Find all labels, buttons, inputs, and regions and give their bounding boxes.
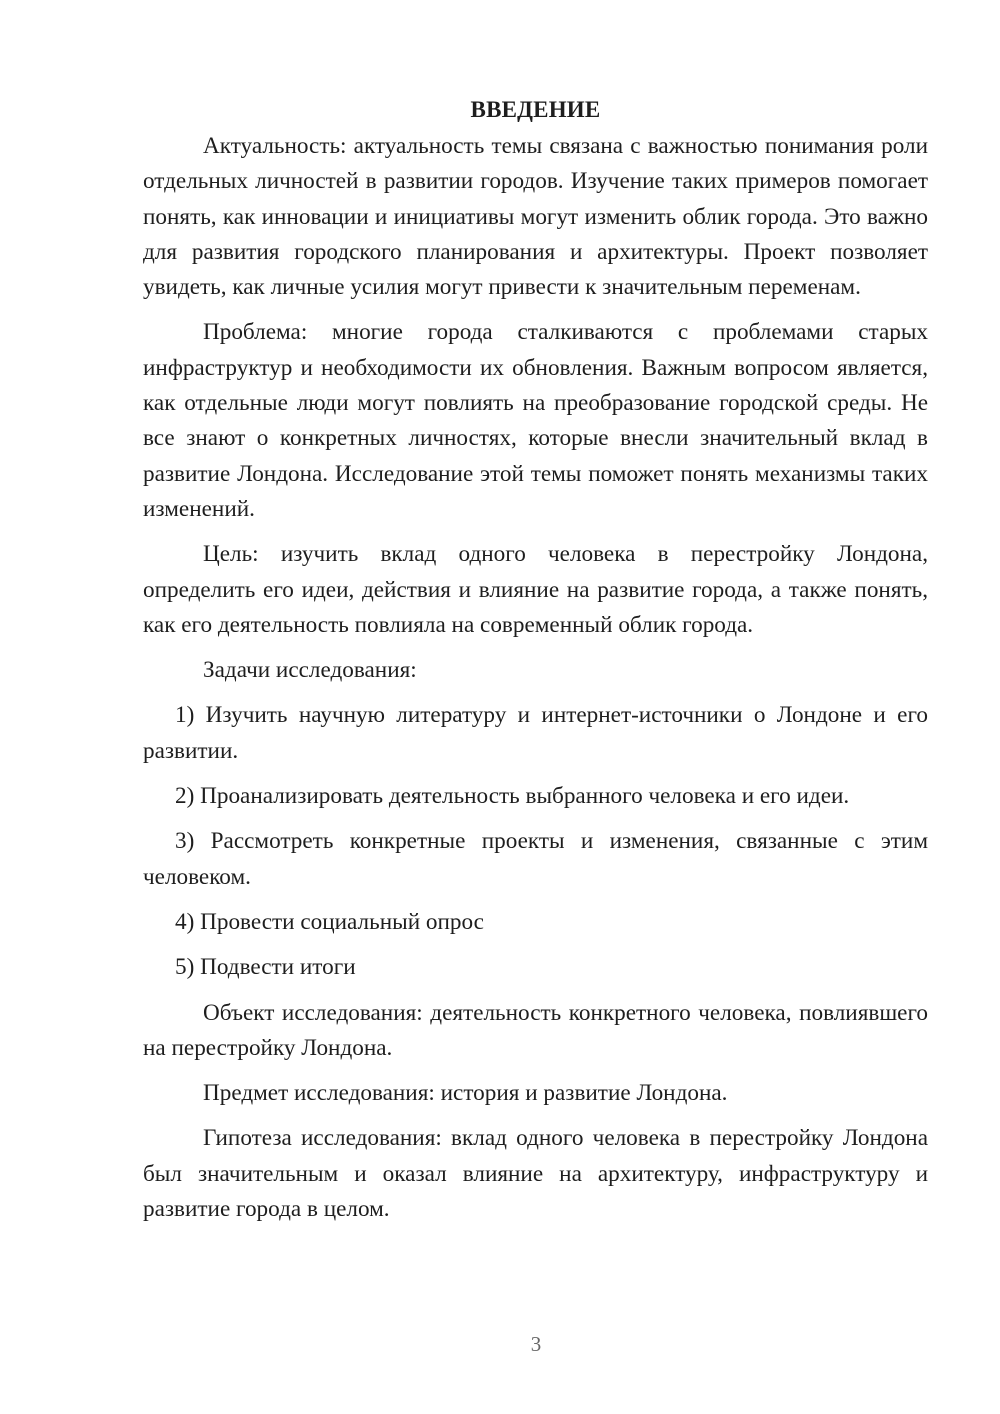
paragraph-problem: Проблема: многие города сталкиваются с проблемами старых инфраструктур и необходимости их обновления. Важным вопросом является, как отдельные люди могут повлиять на преобразование городской среды. Не все знают о конкретных личностях, которые внесли значительный вклад в развитие Лондона. Исследование этой темы поможет понять механизмы таких изменений. bbox=[143, 319, 928, 522]
task-item-4: 4) Провести социальный опрос bbox=[175, 908, 484, 935]
paragraph-goal: Цель: изучить вклад одного человека в перестройку Лондона, определить его идеи, действия и влияние на развитие города, а также понять, как его деятельность повлияла на современный облик города. bbox=[143, 541, 928, 638]
task-item-1: 1) Изучить научную литературу и интернет-источники о Лондоне и его развитии. bbox=[143, 702, 928, 764]
task-item-5: 5) Подвести итоги bbox=[175, 954, 356, 981]
paragraph-tasks-heading: Задачи исследования: bbox=[203, 657, 417, 684]
paragraph-subject: Предмет исследования: история и развитие Лондона. bbox=[203, 1080, 728, 1107]
paragraph-object: Объект исследования: деятельность конкретного человека, повлиявшего на перестройку Лондона. bbox=[143, 999, 928, 1061]
paragraph-relevance: Актуальность: актуальность темы связана с важностью понимания роли отдельных личностей в развитии городов. Изучение таких примеров помогает понять, как инновации и инициативы могут изменить облик города. Это важно для развития городского планирования и архитектуры. Проект позволяет увидеть, как личные усилия могут привести к значительным переменам. bbox=[143, 133, 928, 301]
task-item-3: 3) Рассмотреть конкретные проекты и изменения, связанные с этим человеком. bbox=[143, 828, 928, 890]
page-number: 3 bbox=[530, 1332, 542, 1356]
document-page bbox=[143, 92, 928, 1237]
section-title: ВВЕДЕНИЕ bbox=[470, 97, 601, 122]
paragraph-hypothesis: Гипотеза исследования: вклад одного человека в перестройку Лондона был значительным и оказал влияние на архитектуру, инфраструктуру и развитие города в целом. bbox=[143, 1125, 928, 1223]
task-item-2: 2) Проанализировать деятельность выбранного человека и его идеи. bbox=[175, 783, 850, 810]
